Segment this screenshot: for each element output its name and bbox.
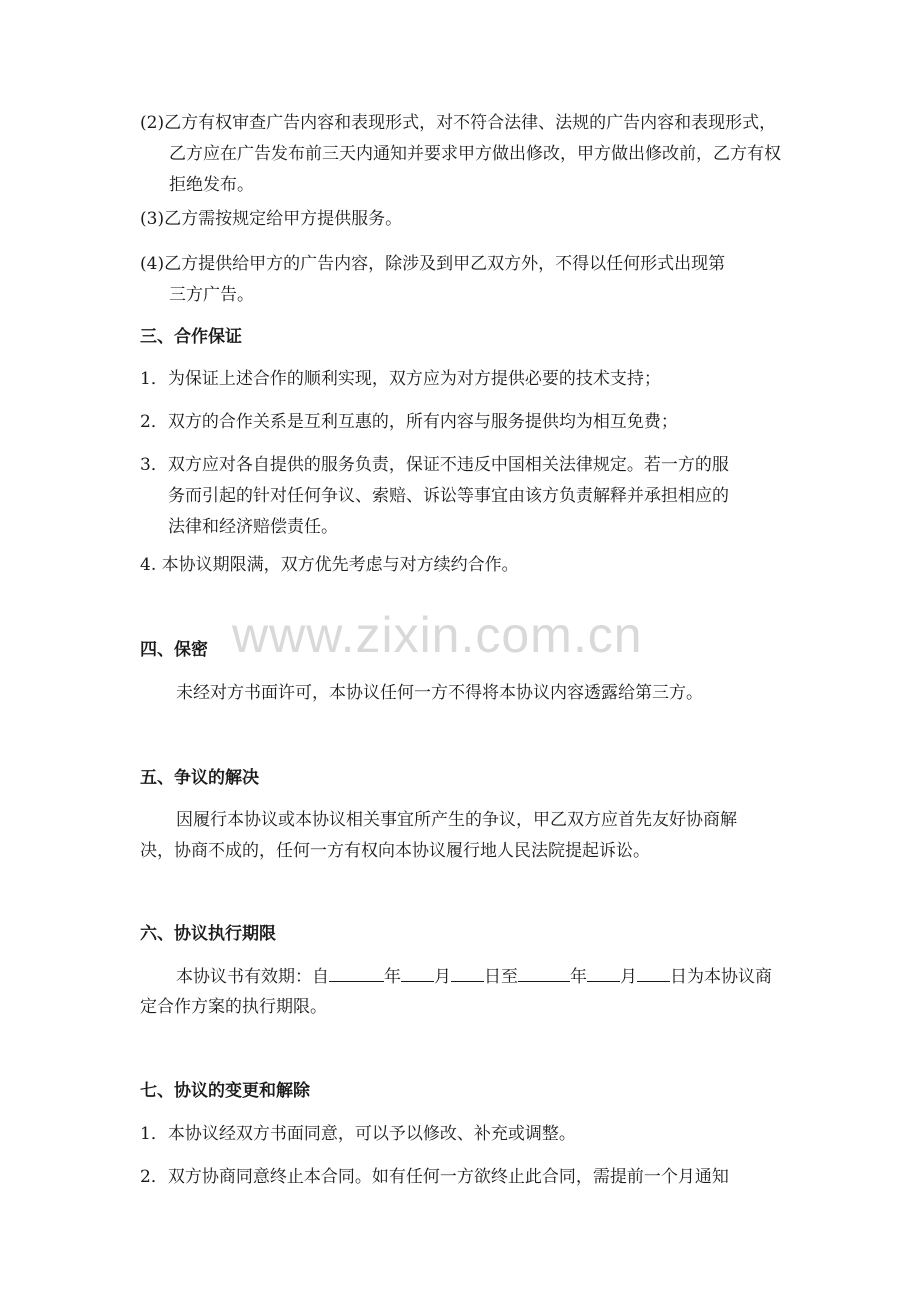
text-line: 拒绝发布。: [169, 175, 254, 195]
text-line: 定合作方案的执行期限。: [140, 997, 327, 1017]
end-month-blank: [587, 963, 620, 982]
section-heading: 四、保密: [140, 640, 208, 660]
text-line: 因履行本协议或本协议相关事宜所产生的争议，甲乙双方应首先友好协商解: [176, 810, 737, 830]
section-heading: 五、争议的解决: [140, 768, 259, 788]
list-item: [140, 552, 519, 583]
list-item-2: [140, 110, 781, 203]
month-label: 月: [434, 967, 451, 987]
text-line: (3)乙方需按规定给甲方提供服务。: [140, 209, 403, 229]
text-line: 1．本协议经双方书面同意，可以予以修改、补充或调整。: [140, 1124, 576, 1144]
start-day-blank: [451, 963, 484, 982]
list-item: [140, 1164, 729, 1195]
paragraph: [140, 963, 772, 1025]
year-label: 年: [384, 967, 401, 987]
text-line: (4)乙方提供给甲方的广告内容，除涉及到甲乙双方外，不得以任何形式出现第: [140, 254, 726, 274]
text-line: [140, 963, 772, 994]
section-heading: 三、合作保证: [140, 327, 242, 347]
text-line: 决，协商不成的，任何一方有权向本协议履行地人民法院提起诉讼。: [140, 841, 650, 861]
list-item: [140, 409, 678, 440]
text-line: 务而引起的针对任何争议、索赔、诉讼等事宜由该方负责解释并承担相应的: [168, 486, 729, 506]
text-line: 2．双方协商同意终止本合同。如有任何一方欲终止此合同，需提前一个月通知: [140, 1167, 729, 1187]
section-heading: 六、协议执行期限: [140, 924, 276, 944]
year-label: 年: [570, 967, 587, 987]
watermark: www.zixin.com.cn: [232, 607, 643, 663]
paragraph: [176, 680, 703, 711]
end-day-blank: [637, 963, 670, 982]
text-line: 1．为保证上述合作的顺利实现，双方应为对方提供必要的技术支持；: [140, 369, 661, 389]
text-line: 4. 本协议期限满，双方优先考虑与对方续约合作。: [140, 555, 519, 575]
text-line: 3．双方应对各自提供的服务负责，保证不违反中国相关法律规定。若一方的服: [140, 455, 729, 475]
month-label: 月: [620, 967, 637, 987]
section-heading: 七、协议的变更和解除: [140, 1081, 310, 1101]
list-item-3: [140, 206, 402, 237]
text-line: 三方广告。: [169, 285, 254, 305]
list-item: [140, 1121, 576, 1152]
list-item: [140, 366, 661, 397]
paragraph: [140, 807, 737, 869]
text-line: (2)乙方有权审查广告内容和表现形式，对不符合法律、法规的广告内容和表现形式，: [140, 113, 777, 133]
term-prefix: 本协议书有效期：自: [176, 967, 329, 987]
start-month-blank: [401, 963, 434, 982]
text-line: 法律和经济赔偿责任。: [168, 517, 338, 537]
day-end-label: 日为本协议商: [670, 967, 772, 987]
text-line: 乙方应在广告发布前三天内通知并要求甲方做出修改，甲方做出修改前，乙方有权: [169, 144, 781, 164]
text-line: 未经对方书面许可，本协议任何一方不得将本协议内容透露给第三方。: [176, 683, 703, 703]
text-line: 2．双方的合作关系是互利互惠的，所有内容与服务提供均为相互免费；: [140, 412, 678, 432]
list-item-4: [140, 251, 725, 313]
list-item: [140, 452, 729, 545]
day-to-label: 日至: [484, 967, 518, 987]
end-year-blank: [518, 963, 570, 982]
start-year-blank: [329, 963, 384, 982]
